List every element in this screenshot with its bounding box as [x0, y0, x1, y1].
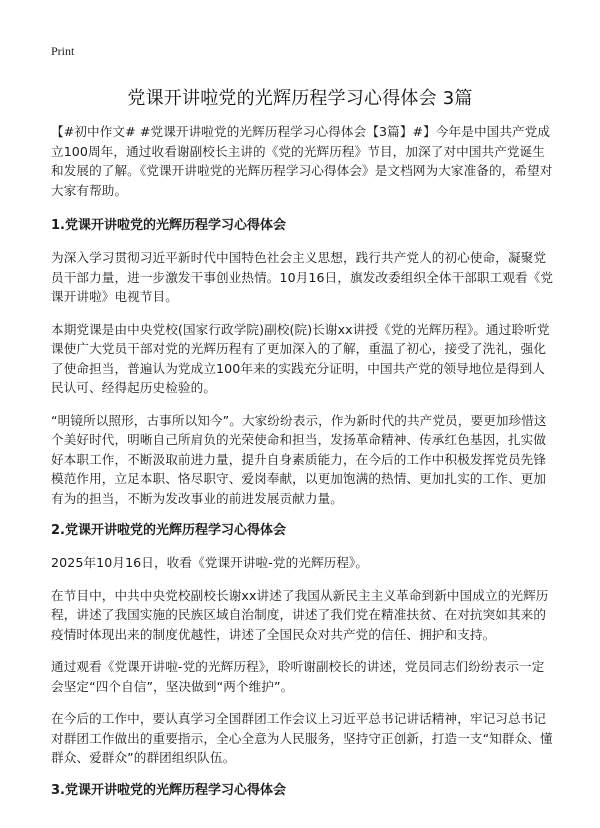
section-1-paragraph-1: 为深入学习贯彻习近平新时代中国特色社会主义思想，践行共产党人的初心使命，凝聚党员干部力量，进一步激发干事创业热情。10月16日，旗发改委组织全体干部职工观看《党课开讲啦》电视节目。: [51, 250, 554, 304]
document-title: 党课开讲啦党的光辉历程学习心得体会 3篇: [127, 88, 473, 109]
section-2-paragraph-4: 在今后的工作中，要认真学习全国群团工作会议上习近平总书记讲话精神，牢记习总书记对群团工作做出的重要指示，全心全意为人民服务，坚持守正创新，打造一支“知群众、懂群众、爱群众”的群团组织队伍。: [51, 711, 553, 765]
print-link[interactable]: Print: [51, 44, 75, 58]
document-body: [51, 122, 555, 813]
section-3-heading: 3.党课开讲啦党的光辉历程学习心得体会: [51, 782, 286, 798]
section-2-paragraph-1: 2025年10月16日，收看《党课开讲啦-党的光辉历程》。: [51, 555, 369, 570]
intro-paragraph: 【#初中作文# #党课开讲啦党的光辉历程学习心得体会【3篇】#】今年是中国共产党成立100周年，通过收看谢副校长主讲的《党的光辉历程》节目，加深了对中国共产党诞生和发展的了解。《党课开讲啦党的光辉历程学习心得体会》是文档网为大家准备的，希望对大家有帮助。: [51, 124, 553, 198]
section-2-paragraph-3: 通过观看《党课开讲啦-党的光辉历程》，聆听谢副校长的讲述，党员同志们纷纷表示一定会坚定“四个自信”，坚决做到“两个维护”。: [51, 659, 545, 694]
section-2-paragraph-2: 在节目中，中共中央党校副校长谢xx讲述了我国从新民主主义革命到新中国成立的光辉历程，讲述了我国实施的民族区域自治制度，讲述了我们党在精准扶贫、在对抗突如其来的疫情时体现出来的制度优越性，讲述了全国民众对共产党的信任、拥护和支持。: [51, 587, 549, 642]
section-1-paragraph-2: 本期党课是由中央党校(国家行政学院)副校(院)长谢xx讲授《党的光辉历程》。通过聆听党课使广大党员干部对党的光辉历程有了更加深入的了解，重温了初心，接受了洗礼，强化了使命担当，普遍认为党成立100年来的实践充分证明，中国共产党的领导地位是得到人民认可、经得起历史检验的。: [51, 321, 550, 395]
section-2-heading: 2.党课开讲啦党的光辉历程学习心得体会: [51, 523, 286, 538]
section-1-paragraph-3: “明镜所以照形，古事所以知今”。大家纷纷表示，作为新时代的共产党员，要更加珍惜这个美好时代，明晰自己所肩负的光荣使命和担当，发扬革命精神、传承红色基因，扎实做好本职工作，不断汲取前进力量，提升自身素质能力，在今后的工作中积极发挥党员先锋模范作用，立足本职、恪尽职守、爱岗奉献，以更加饱满的热情、更加扎实的工作、更加有为的担当，不断为发改事业的前进发展贡献力量。: [51, 412, 547, 506]
section-1-heading: 1.党课开讲啦党的光辉历程学习心得体会: [51, 218, 286, 233]
